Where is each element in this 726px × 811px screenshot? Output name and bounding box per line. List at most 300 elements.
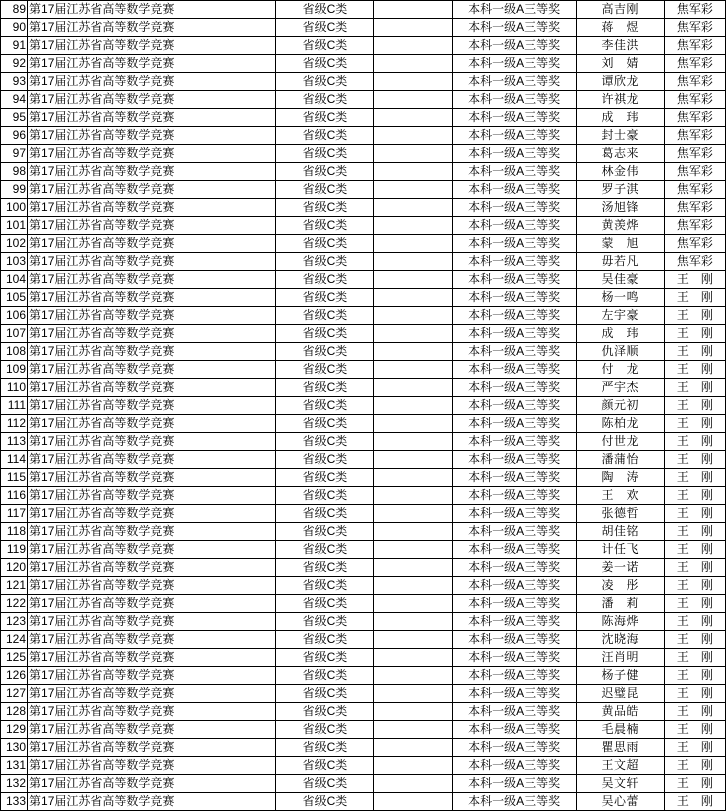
table-row <box>1 19 726 37</box>
advisor-name-cell: 王 刚 <box>664 595 725 613</box>
table-row <box>1 361 726 379</box>
table-row <box>1 127 726 145</box>
advisor-name-cell: 焦军彩 <box>664 145 725 163</box>
table-row <box>1 307 726 325</box>
row-index-cell: 95 <box>1 109 28 127</box>
award-grade-cell: 本科一级A三等奖 <box>452 361 576 379</box>
student-name-cell: 严宇杰 <box>576 379 664 397</box>
table-row <box>1 703 726 721</box>
award-grade-cell: 本科一级A三等奖 <box>452 325 576 343</box>
award-grade-cell: 本科一级A三等奖 <box>452 577 576 595</box>
empty-cell <box>374 199 452 217</box>
row-index-cell: 96 <box>1 127 28 145</box>
competition-level-cell: 省级C类 <box>276 1 374 19</box>
competition-name-cell: 第17届江苏省高等数学竞赛 <box>28 199 276 217</box>
competition-name-cell: 第17届江苏省高等数学竞赛 <box>28 37 276 55</box>
table-row <box>1 91 726 109</box>
competition-level-cell: 省级C类 <box>276 145 374 163</box>
competition-level-cell: 省级C类 <box>276 415 374 433</box>
competition-name-cell: 第17届江苏省高等数学竞赛 <box>28 667 276 685</box>
competition-level-cell: 省级C类 <box>276 271 374 289</box>
empty-cell <box>374 91 452 109</box>
competition-level-cell: 省级C类 <box>276 217 374 235</box>
competition-name-cell: 第17届江苏省高等数学竞赛 <box>28 253 276 271</box>
award-grade-cell: 本科一级A三等奖 <box>452 379 576 397</box>
advisor-name-cell: 王 刚 <box>664 577 725 595</box>
competition-level-cell: 省级C类 <box>276 55 374 73</box>
advisor-name-cell: 王 刚 <box>664 289 725 307</box>
empty-cell <box>374 361 452 379</box>
advisor-name-cell: 王 刚 <box>664 487 725 505</box>
empty-cell <box>374 451 452 469</box>
student-name-cell: 罗子淇 <box>576 181 664 199</box>
row-index-cell: 97 <box>1 145 28 163</box>
competition-level-cell: 省级C类 <box>276 199 374 217</box>
advisor-name-cell: 焦军彩 <box>664 163 725 181</box>
award-grade-cell: 本科一级A三等奖 <box>452 145 576 163</box>
advisor-name-cell: 焦军彩 <box>664 235 725 253</box>
empty-cell <box>374 397 452 415</box>
table-row <box>1 631 726 649</box>
award-grade-cell: 本科一级A三等奖 <box>452 631 576 649</box>
empty-cell <box>374 793 452 811</box>
advisor-name-cell: 焦军彩 <box>664 127 725 145</box>
competition-level-cell: 省级C类 <box>276 91 374 109</box>
student-name-cell: 毛晨楠 <box>576 721 664 739</box>
competition-level-cell: 省级C类 <box>276 487 374 505</box>
competition-name-cell: 第17届江苏省高等数学竞赛 <box>28 757 276 775</box>
empty-cell <box>374 343 452 361</box>
competition-level-cell: 省级C类 <box>276 523 374 541</box>
award-grade-cell: 本科一级A三等奖 <box>452 289 576 307</box>
award-grade-cell: 本科一级A三等奖 <box>452 595 576 613</box>
competition-level-cell: 省级C类 <box>276 559 374 577</box>
student-name-cell: 成 玮 <box>576 325 664 343</box>
empty-cell <box>374 19 452 37</box>
competition-name-cell: 第17届江苏省高等数学竞赛 <box>28 217 276 235</box>
student-name-cell: 许祺龙 <box>576 91 664 109</box>
competition-level-cell: 省级C类 <box>276 109 374 127</box>
row-index-cell: 107 <box>1 325 28 343</box>
advisor-name-cell: 王 刚 <box>664 361 725 379</box>
student-name-cell: 王 欢 <box>576 487 664 505</box>
row-index-cell: 128 <box>1 703 28 721</box>
competition-level-cell: 省级C类 <box>276 451 374 469</box>
student-name-cell: 王文超 <box>576 757 664 775</box>
empty-cell <box>374 667 452 685</box>
award-grade-cell: 本科一级A三等奖 <box>452 37 576 55</box>
competition-name-cell: 第17届江苏省高等数学竞赛 <box>28 595 276 613</box>
competition-level-cell: 省级C类 <box>276 685 374 703</box>
award-grade-cell: 本科一级A三等奖 <box>452 757 576 775</box>
advisor-name-cell: 王 刚 <box>664 757 725 775</box>
competition-name-cell: 第17届江苏省高等数学竞赛 <box>28 613 276 631</box>
table-row <box>1 487 726 505</box>
table-row <box>1 775 726 793</box>
empty-cell <box>374 379 452 397</box>
row-index-cell: 109 <box>1 361 28 379</box>
student-name-cell: 吴佳豪 <box>576 271 664 289</box>
competition-name-cell: 第17届江苏省高等数学竞赛 <box>28 163 276 181</box>
row-index-cell: 114 <box>1 451 28 469</box>
student-name-cell: 封士豪 <box>576 127 664 145</box>
empty-cell <box>374 595 452 613</box>
advisor-name-cell: 王 刚 <box>664 703 725 721</box>
empty-cell <box>374 613 452 631</box>
table-row <box>1 73 726 91</box>
empty-cell <box>374 235 452 253</box>
table-row <box>1 721 726 739</box>
competition-name-cell: 第17届江苏省高等数学竞赛 <box>28 379 276 397</box>
competition-name-cell: 第17届江苏省高等数学竞赛 <box>28 433 276 451</box>
award-grade-cell: 本科一级A三等奖 <box>452 307 576 325</box>
table-row <box>1 541 726 559</box>
empty-cell <box>374 523 452 541</box>
competition-level-cell: 省级C类 <box>276 325 374 343</box>
table-row <box>1 739 726 757</box>
empty-cell <box>374 685 452 703</box>
empty-cell <box>374 253 452 271</box>
row-index-cell: 121 <box>1 577 28 595</box>
student-name-cell: 蒋 煜 <box>576 19 664 37</box>
competition-level-cell: 省级C类 <box>276 163 374 181</box>
advisor-name-cell: 王 刚 <box>664 541 725 559</box>
award-grade-cell: 本科一级A三等奖 <box>452 343 576 361</box>
competition-level-cell: 省级C类 <box>276 361 374 379</box>
table-row <box>1 199 726 217</box>
award-grade-cell: 本科一级A三等奖 <box>452 559 576 577</box>
empty-cell <box>374 163 452 181</box>
advisor-name-cell: 王 刚 <box>664 649 725 667</box>
table-row <box>1 397 726 415</box>
competition-name-cell: 第17届江苏省高等数学竞赛 <box>28 1 276 19</box>
empty-cell <box>374 325 452 343</box>
table-row <box>1 415 726 433</box>
competition-name-cell: 第17届江苏省高等数学竞赛 <box>28 685 276 703</box>
row-index-cell: 120 <box>1 559 28 577</box>
table-row <box>1 793 726 811</box>
advisor-name-cell: 王 刚 <box>664 685 725 703</box>
row-index-cell: 106 <box>1 307 28 325</box>
competition-name-cell: 第17届江苏省高等数学竞赛 <box>28 289 276 307</box>
student-name-cell: 左宇豪 <box>576 307 664 325</box>
advisor-name-cell: 焦军彩 <box>664 19 725 37</box>
competition-name-cell: 第17届江苏省高等数学竞赛 <box>28 505 276 523</box>
table-row <box>1 343 726 361</box>
competition-level-cell: 省级C类 <box>276 541 374 559</box>
competition-name-cell: 第17届江苏省高等数学竞赛 <box>28 55 276 73</box>
competition-level-cell: 省级C类 <box>276 343 374 361</box>
row-index-cell: 99 <box>1 181 28 199</box>
table-row <box>1 181 726 199</box>
table-row <box>1 145 726 163</box>
advisor-name-cell: 王 刚 <box>664 793 725 811</box>
empty-cell <box>374 109 452 127</box>
competition-level-cell: 省级C类 <box>276 775 374 793</box>
row-index-cell: 117 <box>1 505 28 523</box>
empty-cell <box>374 541 452 559</box>
row-index-cell: 119 <box>1 541 28 559</box>
student-name-cell: 颜元初 <box>576 397 664 415</box>
advisor-name-cell: 焦军彩 <box>664 37 725 55</box>
advisor-name-cell: 王 刚 <box>664 415 725 433</box>
competition-level-cell: 省级C类 <box>276 577 374 595</box>
student-name-cell: 计任飞 <box>576 541 664 559</box>
competition-name-cell: 第17届江苏省高等数学竞赛 <box>28 271 276 289</box>
award-grade-cell: 本科一级A三等奖 <box>452 613 576 631</box>
empty-cell <box>374 649 452 667</box>
competition-level-cell: 省级C类 <box>276 181 374 199</box>
award-grade-cell: 本科一级A三等奖 <box>452 109 576 127</box>
student-name-cell: 杨子健 <box>576 667 664 685</box>
advisor-name-cell: 王 刚 <box>664 307 725 325</box>
award-grade-cell: 本科一级A三等奖 <box>452 793 576 811</box>
award-grade-cell: 本科一级A三等奖 <box>452 73 576 91</box>
competition-level-cell: 省级C类 <box>276 379 374 397</box>
student-name-cell: 毋若凡 <box>576 253 664 271</box>
empty-cell <box>374 415 452 433</box>
advisor-name-cell: 王 刚 <box>664 667 725 685</box>
award-grade-cell: 本科一级A三等奖 <box>452 19 576 37</box>
advisor-name-cell: 焦军彩 <box>664 109 725 127</box>
competition-name-cell: 第17届江苏省高等数学竞赛 <box>28 343 276 361</box>
student-name-cell: 胡佳铭 <box>576 523 664 541</box>
competition-level-cell: 省级C类 <box>276 631 374 649</box>
empty-cell <box>374 307 452 325</box>
row-index-cell: 116 <box>1 487 28 505</box>
competition-name-cell: 第17届江苏省高等数学竞赛 <box>28 19 276 37</box>
competition-name-cell: 第17届江苏省高等数学竞赛 <box>28 415 276 433</box>
table-row <box>1 55 726 73</box>
student-name-cell: 姜一诺 <box>576 559 664 577</box>
competition-name-cell: 第17届江苏省高等数学竞赛 <box>28 361 276 379</box>
empty-cell <box>374 127 452 145</box>
award-grade-cell: 本科一级A三等奖 <box>452 649 576 667</box>
table-row <box>1 289 726 307</box>
row-index-cell: 94 <box>1 91 28 109</box>
competition-name-cell: 第17届江苏省高等数学竞赛 <box>28 487 276 505</box>
advisor-name-cell: 焦军彩 <box>664 73 725 91</box>
row-index-cell: 105 <box>1 289 28 307</box>
competition-level-cell: 省级C类 <box>276 613 374 631</box>
student-name-cell: 汤旭锋 <box>576 199 664 217</box>
empty-cell <box>374 73 452 91</box>
advisor-name-cell: 焦军彩 <box>664 253 725 271</box>
table-row <box>1 379 726 397</box>
competition-level-cell: 省级C类 <box>276 73 374 91</box>
competition-level-cell: 省级C类 <box>276 703 374 721</box>
empty-cell <box>374 289 452 307</box>
table-row <box>1 667 726 685</box>
table-row <box>1 451 726 469</box>
advisor-name-cell: 焦军彩 <box>664 91 725 109</box>
row-index-cell: 129 <box>1 721 28 739</box>
competition-level-cell: 省级C类 <box>276 433 374 451</box>
award-grade-cell: 本科一级A三等奖 <box>452 415 576 433</box>
empty-cell <box>374 145 452 163</box>
advisor-name-cell: 王 刚 <box>664 775 725 793</box>
table-row <box>1 505 726 523</box>
competition-name-cell: 第17届江苏省高等数学竞赛 <box>28 181 276 199</box>
award-grade-cell: 本科一级A三等奖 <box>452 271 576 289</box>
row-index-cell: 112 <box>1 415 28 433</box>
student-name-cell: 林金伟 <box>576 163 664 181</box>
table-row <box>1 469 726 487</box>
competition-name-cell: 第17届江苏省高等数学竞赛 <box>28 397 276 415</box>
empty-cell <box>374 181 452 199</box>
row-index-cell: 118 <box>1 523 28 541</box>
student-name-cell: 黄品皓 <box>576 703 664 721</box>
advisor-name-cell: 王 刚 <box>664 631 725 649</box>
table-row <box>1 757 726 775</box>
student-name-cell: 沈晓海 <box>576 631 664 649</box>
table-row <box>1 577 726 595</box>
row-index-cell: 102 <box>1 235 28 253</box>
empty-cell <box>374 37 452 55</box>
award-grade-cell: 本科一级A三等奖 <box>452 487 576 505</box>
row-index-cell: 132 <box>1 775 28 793</box>
student-name-cell: 葛志来 <box>576 145 664 163</box>
award-grade-cell: 本科一级A三等奖 <box>452 685 576 703</box>
competition-name-cell: 第17届江苏省高等数学竞赛 <box>28 235 276 253</box>
advisor-name-cell: 王 刚 <box>664 721 725 739</box>
advisor-name-cell: 焦军彩 <box>664 217 725 235</box>
advisor-name-cell: 王 刚 <box>664 433 725 451</box>
award-grade-cell: 本科一级A三等奖 <box>452 235 576 253</box>
empty-cell <box>374 739 452 757</box>
award-grade-cell: 本科一级A三等奖 <box>452 217 576 235</box>
competition-name-cell: 第17届江苏省高等数学竞赛 <box>28 793 276 811</box>
award-grade-cell: 本科一级A三等奖 <box>452 127 576 145</box>
award-grade-cell: 本科一级A三等奖 <box>452 55 576 73</box>
competition-name-cell: 第17届江苏省高等数学竞赛 <box>28 559 276 577</box>
row-index-cell: 126 <box>1 667 28 685</box>
empty-cell <box>374 505 452 523</box>
competition-level-cell: 省级C类 <box>276 235 374 253</box>
student-name-cell: 吴心蕾 <box>576 793 664 811</box>
student-name-cell: 成 玮 <box>576 109 664 127</box>
student-name-cell: 汪肖明 <box>576 649 664 667</box>
competition-level-cell: 省级C类 <box>276 253 374 271</box>
table-row <box>1 523 726 541</box>
advisor-name-cell: 王 刚 <box>664 469 725 487</box>
award-grade-cell: 本科一级A三等奖 <box>452 469 576 487</box>
advisor-name-cell: 王 刚 <box>664 739 725 757</box>
award-grade-cell: 本科一级A三等奖 <box>452 253 576 271</box>
competition-name-cell: 第17届江苏省高等数学竞赛 <box>28 91 276 109</box>
award-grade-cell: 本科一级A三等奖 <box>452 1 576 19</box>
competition-name-cell: 第17届江苏省高等数学竞赛 <box>28 631 276 649</box>
competition-level-cell: 省级C类 <box>276 739 374 757</box>
row-index-cell: 89 <box>1 1 28 19</box>
award-grade-cell: 本科一级A三等奖 <box>452 721 576 739</box>
table-row <box>1 685 726 703</box>
empty-cell <box>374 55 452 73</box>
competition-name-cell: 第17届江苏省高等数学竞赛 <box>28 109 276 127</box>
student-name-cell: 凌 彤 <box>576 577 664 595</box>
student-name-cell: 李佳洪 <box>576 37 664 55</box>
competition-name-cell: 第17届江苏省高等数学竞赛 <box>28 649 276 667</box>
row-index-cell: 125 <box>1 649 28 667</box>
table-row <box>1 433 726 451</box>
competition-name-cell: 第17届江苏省高等数学竞赛 <box>28 469 276 487</box>
table-row <box>1 559 726 577</box>
table-row <box>1 235 726 253</box>
student-name-cell: 陈柏龙 <box>576 415 664 433</box>
award-grade-cell: 本科一级A三等奖 <box>452 163 576 181</box>
row-index-cell: 93 <box>1 73 28 91</box>
advisor-name-cell: 王 刚 <box>664 271 725 289</box>
row-index-cell: 90 <box>1 19 28 37</box>
competition-level-cell: 省级C类 <box>276 667 374 685</box>
table-row <box>1 109 726 127</box>
row-index-cell: 133 <box>1 793 28 811</box>
row-index-cell: 104 <box>1 271 28 289</box>
row-index-cell: 91 <box>1 37 28 55</box>
competition-level-cell: 省级C类 <box>276 469 374 487</box>
table-row <box>1 217 726 235</box>
empty-cell <box>374 577 452 595</box>
competition-name-cell: 第17届江苏省高等数学竞赛 <box>28 577 276 595</box>
advisor-name-cell: 王 刚 <box>664 343 725 361</box>
competition-level-cell: 省级C类 <box>276 721 374 739</box>
advisor-name-cell: 王 刚 <box>664 397 725 415</box>
table-row <box>1 1 726 19</box>
advisor-name-cell: 焦军彩 <box>664 1 725 19</box>
award-grade-cell: 本科一级A三等奖 <box>452 775 576 793</box>
row-index-cell: 110 <box>1 379 28 397</box>
competition-name-cell: 第17届江苏省高等数学竞赛 <box>28 73 276 91</box>
student-name-cell: 付世龙 <box>576 433 664 451</box>
row-index-cell: 113 <box>1 433 28 451</box>
empty-cell <box>374 757 452 775</box>
award-grade-cell: 本科一级A三等奖 <box>452 703 576 721</box>
row-index-cell: 98 <box>1 163 28 181</box>
student-name-cell: 高吉刚 <box>576 1 664 19</box>
award-grade-cell: 本科一级A三等奖 <box>452 523 576 541</box>
competition-level-cell: 省级C类 <box>276 595 374 613</box>
row-index-cell: 108 <box>1 343 28 361</box>
table-row <box>1 649 726 667</box>
student-name-cell: 潘 莉 <box>576 595 664 613</box>
empty-cell <box>374 271 452 289</box>
row-index-cell: 101 <box>1 217 28 235</box>
award-grade-cell: 本科一级A三等奖 <box>452 451 576 469</box>
table-row <box>1 253 726 271</box>
student-name-cell: 刘 婧 <box>576 55 664 73</box>
advisor-name-cell: 焦军彩 <box>664 181 725 199</box>
student-name-cell: 迟璧昆 <box>576 685 664 703</box>
award-grade-cell: 本科一级A三等奖 <box>452 199 576 217</box>
advisor-name-cell: 焦军彩 <box>664 199 725 217</box>
competition-level-cell: 省级C类 <box>276 397 374 415</box>
advisor-name-cell: 王 刚 <box>664 325 725 343</box>
student-name-cell: 潘蒲怡 <box>576 451 664 469</box>
award-grade-cell: 本科一级A三等奖 <box>452 739 576 757</box>
student-name-cell: 付 龙 <box>576 361 664 379</box>
award-grade-cell: 本科一级A三等奖 <box>452 541 576 559</box>
empty-cell <box>374 775 452 793</box>
competition-level-cell: 省级C类 <box>276 289 374 307</box>
row-index-cell: 122 <box>1 595 28 613</box>
competition-name-cell: 第17届江苏省高等数学竞赛 <box>28 703 276 721</box>
row-index-cell: 115 <box>1 469 28 487</box>
row-index-cell: 100 <box>1 199 28 217</box>
row-index-cell: 111 <box>1 397 28 415</box>
student-name-cell: 陶 涛 <box>576 469 664 487</box>
student-name-cell: 黄羡烨 <box>576 217 664 235</box>
award-grade-cell: 本科一级A三等奖 <box>452 397 576 415</box>
